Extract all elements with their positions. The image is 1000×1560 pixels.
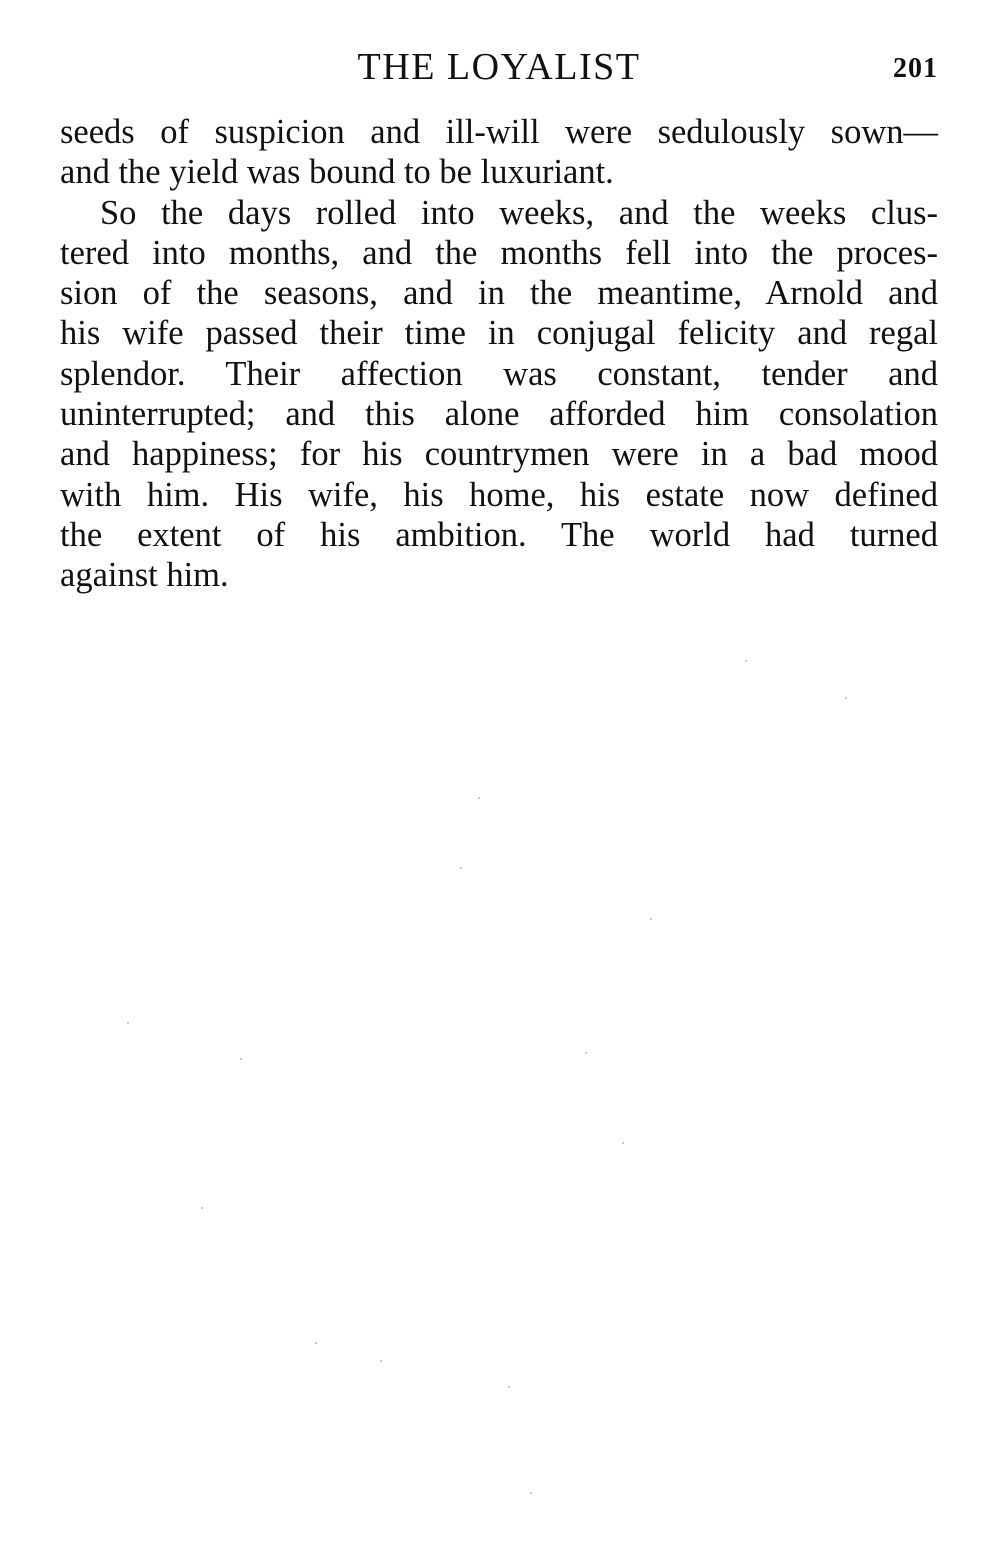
scan-speck — [380, 1360, 382, 1362]
running-head — [60, 42, 938, 92]
page-number: 201 — [893, 53, 938, 84]
text-line: against him. — [60, 556, 229, 595]
text-line: his wife passed their time in conjugal felicity and regal — [60, 314, 938, 353]
text-line: So the days rolled into weeks, and the weeks clus- — [100, 193, 938, 232]
paragraph-continued — [60, 112, 938, 193]
text-line: seeds of suspicion and ill-will were sedulously sown— — [60, 113, 938, 151]
text-line: and the yield was bound to be luxuriant. — [60, 153, 614, 192]
text-line: splendor. Their affection was constant, tender and — [60, 354, 938, 393]
scan-speck — [460, 867, 462, 869]
paragraph — [60, 193, 938, 596]
text-line: the extent of his ambition. The world had turned — [60, 515, 938, 554]
scan-speck — [622, 1142, 624, 1144]
text-line: with him. His wife, his home, his estate now defined — [60, 475, 938, 514]
body-text — [60, 112, 938, 596]
scan-speck — [508, 1386, 510, 1388]
scan-speck — [650, 918, 652, 920]
scan-speck — [127, 1022, 129, 1024]
scan-speck — [745, 660, 747, 662]
text-line: and happiness; for his countrymen were in a bad mood — [60, 435, 938, 474]
text-line: sion of the seasons, and in the meantime, Arnold and — [60, 274, 938, 313]
running-title: THE LOYALIST — [357, 46, 641, 88]
scan-speck — [585, 1052, 587, 1054]
scan-speck — [845, 697, 847, 699]
scan-speck — [240, 1058, 242, 1060]
scan-speck — [315, 1342, 317, 1344]
text-line: uninterrupted; and this alone afforded him consolation — [60, 395, 938, 434]
scan-speck — [530, 1492, 532, 1494]
scan-speck — [201, 1207, 203, 1209]
text-line: tered into months, and the months fell into the proces- — [60, 233, 938, 272]
scan-speck — [478, 797, 480, 799]
